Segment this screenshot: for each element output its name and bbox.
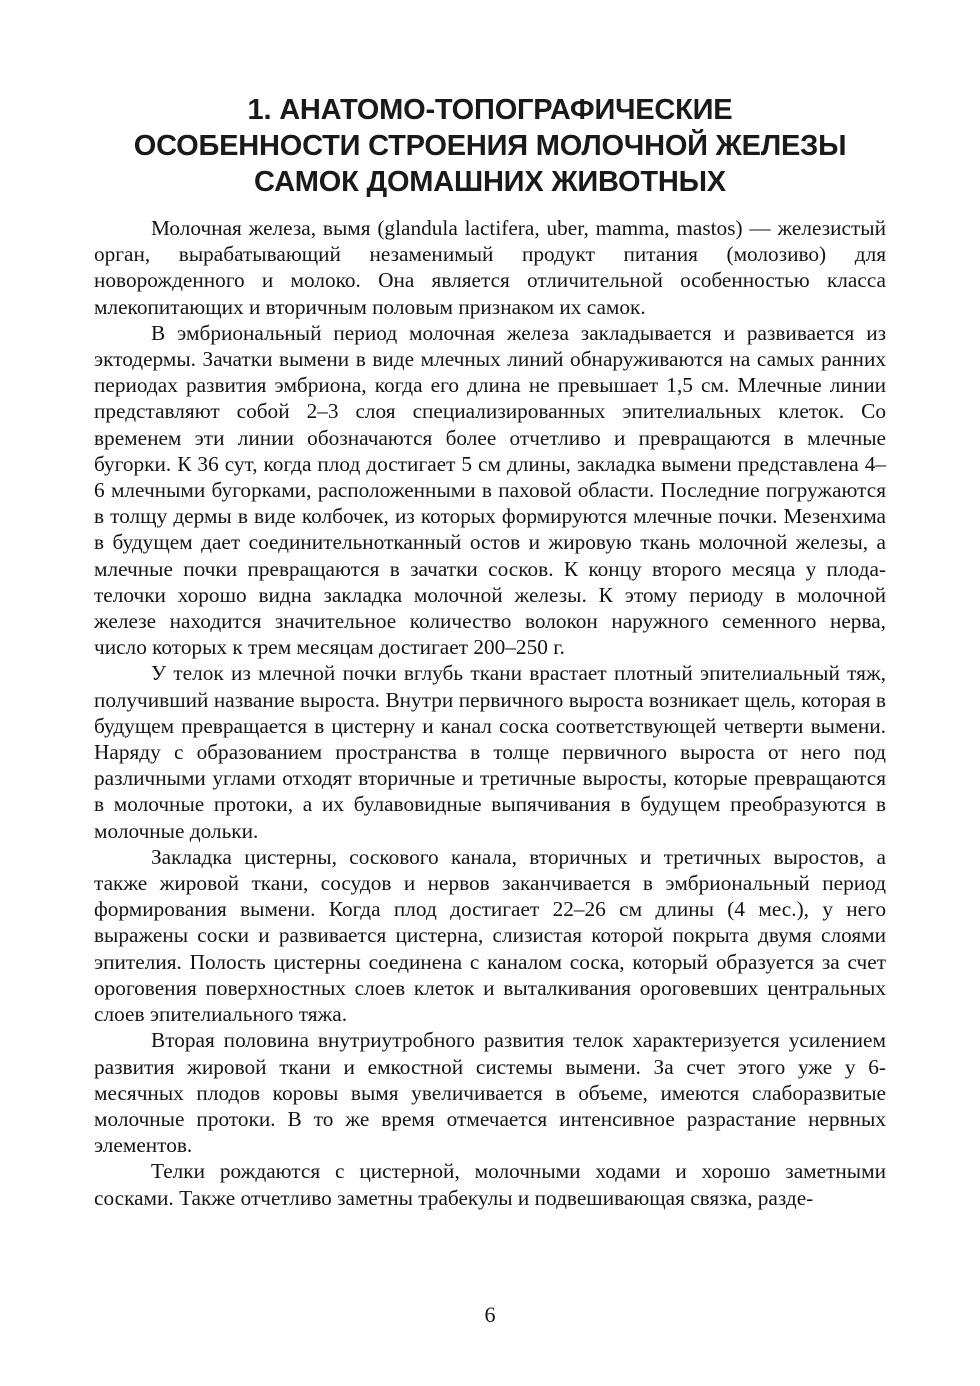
chapter-title-line-2: ОСОБЕННОСТИ СТРОЕНИЯ МОЛОЧНОЙ ЖЕЛЕЗЫ [133,130,847,162]
chapter-title-line-1: 1. АНАТОМО-ТОПОГРАФИЧЕСКИЕ [247,94,733,126]
paragraph-second-half-development: Вторая половина внутриутробного развития телок характеризуется усилением развития жировой ткани и емкостной системы вымени. За счет этого уже у 6-месячных плодов коровы вымя увеличивается в объеме, имеются слаборазвитые молочные протоки. В то же время отмечается интенсивное разрастание нервных элементов. [94,1028,886,1158]
body-text [94,215,886,1211]
paragraph-epithelial-cord: У телок из млечной почки вглубь ткани врастает плотный эпителиальный тяж, получивший название выроста. Внутри первичного выроста возникает щель, которая в будущем превращается в цистерну и канал соска соответствующей четверти вымени. Наряду с образованием пространства в толще первичного выроста от него под различными углами отходят вторичные и третичные выросты, которые превращаются в молочные протоки, а их булавовидные выпячивания в будущем преобразуются в молочные дольки. [94,661,886,843]
chapter-title [94,92,886,200]
paragraph-cistern-formation: Закладка цистерны, соскового канала, вторичных и третичных выростов, а также жировой ткани, сосудов и нервов заканчивается в эмбриональный период формирования вымени. Когда плод достигает 22–26 см длины (4 мес.), у него выражены соски и развивается цистерна, слизистая которой покрыта двумя слоями эпителия. Полость цистерны соединена с каналом соска, который образуется за счет ороговения поверхностных слоев клеток и выталкивания ороговевших центральных слоев эпителиального тяжа. [94,844,886,1027]
page-number: 6 [484,1302,496,1327]
paragraph-newborn-heifers: Телки рождаются с цистерной, молочными ходами и хорошо заметными сосками. Также отчетливо заметны трабекулы и подвешивающая связка, разде- [94,1159,886,1210]
paragraph-embryonic-period: В эмбриональный период молочная железа закладывается и развивается из эктодермы. Зачатки вымени в виде млечных линий обнаруживаются на самых ранних периодах развития эмбриона, когда его длина не превышает 1,5 см. Млечные линии представляют собой 2–3 слоя специализированных эпителиальных клеток. Со временем эти линии обозначаются более отчетливо и превращаются в млечные бугорки. К 36 сут, когда плод достигает 5 см длины, закладка вымени представлена 4–6 млечными бугорками, расположенными в паховой области. Последние погружаются в толщу дермы в виде колбочек, из которых формируются млечные почки. Мезенхима в будущем дает соединительнотканный остов и жировую ткань молочной железы, а млечные почки превращаются в зачатки сосков. К концу второго месяца у плода-телочки хорошо видна закладка молочной железы. К этому периоду в молочной железе находится значительное количество волокон наружного семенного нерва, число которых к трем месяцам достигает 200–250 г. [94,320,886,660]
chapter-title-line-3: САМОК ДОМАШНИХ ЖИВОТНЫХ [254,166,726,198]
paragraph-udder-definition: Молочная железа, вымя (glandula lactifera, uber, mamma, mastos) — железистый орган, вырабатывающий незаменимый продукт питания (молозиво) для новорожденного и молоко. Она является отличительной особенностью класса млекопитающих и вторичным половым признаком их самок. [94,216,886,319]
